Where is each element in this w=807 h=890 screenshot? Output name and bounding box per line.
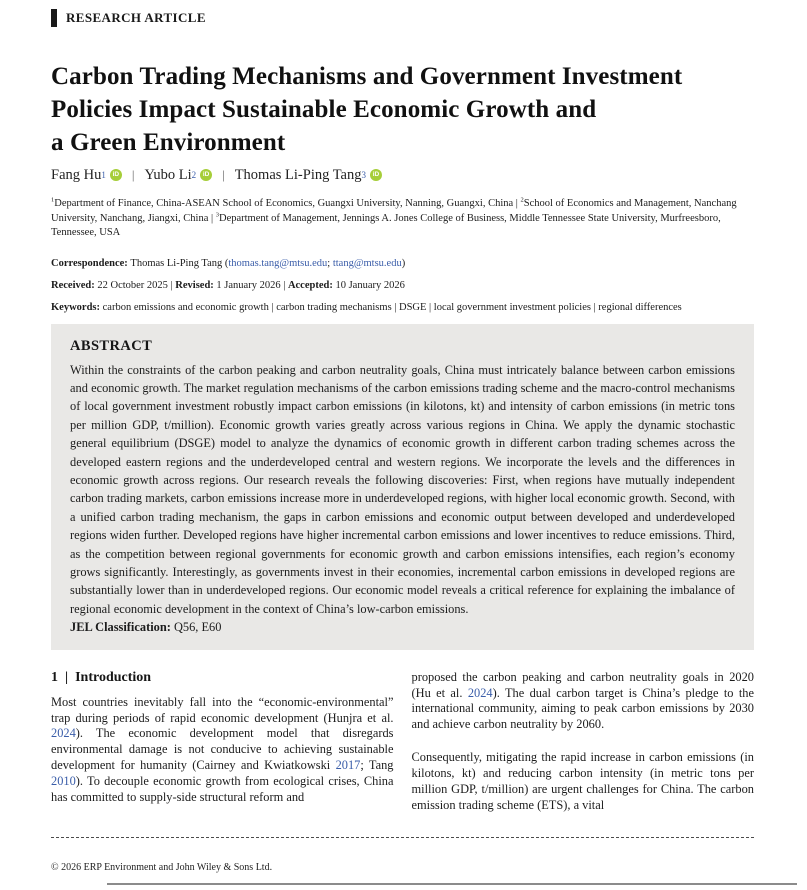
text-segment: Department of Management, Jennings A. Jones College of Business, Middle Tennessee State University, Murfreesboro, Tennessee, USA — [51, 212, 721, 238]
introduction-section — [51, 670, 754, 814]
correspondence-line — [51, 257, 754, 271]
jel-label: JEL Classification: — [70, 620, 174, 635]
jel-classification-line — [70, 618, 735, 636]
author-name: Fang Hu — [51, 167, 102, 183]
text-segment: 2 — [520, 196, 524, 204]
text-segment: 10 January 2026 — [335, 279, 405, 291]
title-line: a Green Environment — [51, 129, 286, 156]
abstract-section — [51, 324, 754, 650]
footer-dashed-divider — [51, 837, 754, 838]
text-segment: | — [208, 212, 216, 224]
keywords-line — [51, 301, 754, 315]
intro-paragraph: Consequently, mitigating the rapid increase in carbon emissions (in kilotons, kt) and reducing carbon intensity (in metric tons per million GDP, t/million) are urgent challenges for China. The carbon emission trading scheme (ETS), a vital — [411, 750, 754, 812]
text-segment: Thomas Li-Ping Tang ( — [130, 257, 229, 269]
orcid-icon[interactable]: iD — [110, 169, 122, 181]
abstract-body: Within the constraints of the carbon peaking and carbon neutrality goals, China must intricately balance between carbon emissions and economic growth. The market regulation mechanisms of the carbon emissions trading scheme and the macro-control mechanisms of local government investment robustly impact carbon emissions (in kilotons, kt) and intensity of carbon emissions (in metric tons per million GDP, t/million). Economic growth varies greatly across various regions in China. We apply the dynamic stochastic general equilibrium (DSGE) model to analyze the dynamics of economic growth in different carbon trading schemes across the developed eastern regions and the underdeveloped central and western regions. We incorporate the levels and the differences in economic growth across regions. Our research reveals the following discoveries: First, when regions have mutually independent carbon trading markets, carbon emissions increase more in underdeveloped regions, with higher local economic growth. Second, with a unified carbon trading mechanism, the gaps in carbon emissions and economic output between developed and underdeveloped regions widen further. Developed regions have higher incremental carbon emissions and lower incentives to reduce emissions. Third, as the competition between regional governments for economic growth and carbon emissions intensifies, each region’s economy grows significantly. Interestingly, as governments invest in their economies, incremental carbon emissions in developed regions are substantially lower than in underdeveloped regions. Our economic model reveals a critical reference for explaining the imbalance of regional economic development in the context of China’s low-carbon emissions. — [70, 362, 735, 616]
text-segment: ; Tang — [360, 758, 394, 773]
title-line: Policies Impact Sustainable Economic Growth and — [51, 96, 597, 123]
section-heading-introduction: 1 | Introduction — [51, 669, 152, 685]
text-segment: proposed the carbon peaking and carbon neutrality goals in 2020 (Hu et al. — [411, 669, 754, 700]
title-line: Carbon Trading Mechanisms and Government Investment — [51, 63, 683, 90]
author-separator: | — [222, 167, 225, 182]
text-segment: Keywords: — [51, 301, 103, 313]
intro-paragraph — [51, 695, 394, 806]
abstract-heading: ABSTRACT — [70, 337, 153, 354]
text-segment: Received: — [51, 279, 98, 291]
text-segment: Most countries inevitably fall into the “economic-environmental” trap during periods of rapid economic development (Hunjra et al. — [51, 694, 394, 725]
text-segment: 22 October 2025 — [97, 279, 168, 291]
copyright-line: © 2026 ERP Environment and John Wiley & Sons Ltd. — [51, 861, 273, 873]
author-list — [51, 165, 754, 185]
text-segment: ). To decouple economic growth from ecological crises, China has committed to supply-side structural reform and — [51, 774, 394, 805]
text-segment: Revised: — [175, 279, 217, 291]
email-link[interactable]: ttang@mtsu.edu — [332, 257, 402, 269]
text-segment: | — [513, 198, 521, 209]
author: Fang Hu 1 iD — [51, 165, 122, 185]
citation-link[interactable]: 2017 — [335, 758, 361, 773]
article-type-banner — [51, 8, 754, 28]
author: Yubo Li 2 iD — [144, 165, 212, 185]
text-segment: School of Economics and Management, Nanchang University, Nanchang, Jiangxi, China — [51, 198, 737, 224]
text-segment: | — [167, 279, 176, 291]
orcid-icon[interactable]: iD — [200, 169, 212, 181]
article-type-label: RESEARCH ARTICLE — [66, 10, 206, 25]
text-segment: Accepted: — [287, 279, 336, 291]
citation-link[interactable]: 2024 — [467, 685, 493, 700]
text-segment: 1 — [51, 196, 55, 204]
kicker-bar-icon — [51, 9, 57, 27]
text-segment: | — [280, 279, 288, 291]
author-separator: | — [131, 167, 135, 182]
author-name: Thomas Li-Ping Tang — [234, 167, 362, 183]
text-segment: ; — [327, 257, 333, 269]
intro-left-column — [51, 670, 394, 814]
text-segment: ). The economic development model that disregards environmental damage is not conducive to achieving sustainable development for humanity (Cairney and Kwiatkowski — [51, 726, 394, 773]
affiliations — [51, 197, 754, 241]
page-title — [51, 60, 754, 159]
article-history-line — [51, 279, 754, 293]
intro-paragraph — [412, 670, 755, 734]
page-bottom-edge — [107, 883, 797, 885]
text-segment: ) — [401, 257, 406, 269]
orcid-icon[interactable]: iD — [370, 169, 382, 181]
text-segment: Department of Finance, China-ASEAN School of Economics, Guangxi University, Nanning, Guangxi, China — [54, 198, 514, 209]
jel-value: Q56, E60 — [173, 620, 222, 635]
text-segment: carbon emissions and economic growth | carbon trading mechanisms | DSGE | local government investment policies | regional differences — [102, 301, 682, 313]
intro-right-column — [412, 670, 755, 814]
text-segment: 3 — [215, 211, 219, 218]
text-segment: ). The dual carbon target is China’s pledge to the international community, aiming to peak carbon emissions by 2030 and achieve carbon neutrality by 2060. — [411, 685, 754, 732]
text-segment: Correspondence: — [51, 257, 131, 269]
email-link[interactable]: thomas.tang@mtsu.edu — [228, 257, 328, 269]
citation-link[interactable]: 2010 — [51, 774, 76, 789]
text-segment: 1 January 2026 — [216, 279, 281, 291]
citation-link[interactable]: 2024 — [51, 726, 76, 741]
author-name: Yubo Li — [144, 167, 192, 183]
author: Thomas Li-Ping Tang 3 iD — [235, 165, 382, 185]
